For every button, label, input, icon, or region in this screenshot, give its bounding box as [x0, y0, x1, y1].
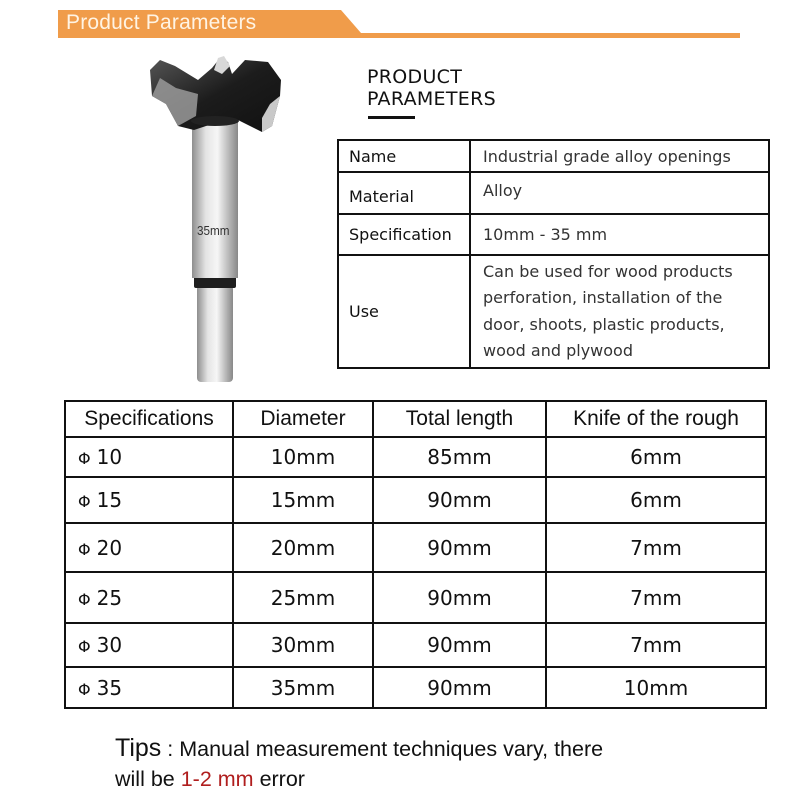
phi-symbol: Φ: [78, 449, 91, 468]
banner-title: Product Parameters: [66, 11, 257, 34]
tips-highlight: 1-2 mm: [180, 767, 254, 791]
section-banner: [0, 0, 800, 45]
phi-symbol: Φ: [78, 492, 91, 511]
parameters-table: [337, 139, 770, 369]
use-line: perforation, installation of the: [483, 288, 723, 307]
length-cell: 90mm: [373, 572, 546, 623]
tips-line-1: [115, 733, 603, 764]
spec-value: 25: [96, 585, 123, 610]
table-row: [65, 572, 766, 623]
spec-cell: [65, 523, 233, 572]
diameter-cell: 10mm: [233, 437, 373, 477]
parameters-row-material: [338, 172, 769, 214]
table-row: [65, 437, 766, 477]
phi-symbol: Φ: [78, 637, 91, 656]
lower-shank: [197, 285, 233, 382]
knife-cell: 10mm: [546, 667, 766, 708]
knife-cell: 6mm: [546, 477, 766, 523]
tips-note: [115, 733, 603, 794]
table-row: [65, 623, 766, 667]
header-total-length: Total length: [373, 401, 546, 437]
phi-symbol: Φ: [78, 679, 91, 699]
length-cell: 90mm: [373, 477, 546, 523]
table-row: [65, 477, 766, 523]
spec-cell: [65, 623, 233, 667]
parameters-row-specification: [338, 214, 769, 255]
specifications-table: [64, 400, 767, 709]
tips-separator: :: [161, 737, 180, 761]
phi-symbol: Φ: [78, 539, 91, 559]
length-cell: 85mm: [373, 437, 546, 477]
header-knife: Knife of the rough: [546, 401, 766, 437]
parameters-row-use: [338, 255, 769, 368]
diameter-cell: 30mm: [233, 623, 373, 667]
header-specifications: Specifications: [65, 401, 233, 437]
param-key: Specification: [338, 214, 470, 255]
spec-value: 15: [96, 488, 123, 512]
diameter-cell: 15mm: [233, 477, 373, 523]
use-line: door, shoots, plastic products,: [483, 314, 725, 334]
length-cell: 90mm: [373, 623, 546, 667]
diameter-cell: 25mm: [233, 572, 373, 623]
tips-text-1: Manual measurement techniques vary, there: [179, 737, 604, 761]
knife-cell: 7mm: [546, 523, 766, 572]
spec-cell: [65, 667, 233, 708]
param-value: [470, 255, 769, 368]
heading-underline: [368, 116, 415, 119]
diameter-cell: 35mm: [233, 667, 373, 708]
param-value: 10mm - 35 mm: [470, 214, 769, 255]
parameters-heading-line2: PARAMETERS: [367, 88, 496, 110]
knife-cell: 7mm: [546, 623, 766, 667]
drill-size-label: 35mm: [197, 223, 230, 238]
param-value: Industrial grade alloy openings: [470, 140, 769, 172]
param-key: Name: [338, 140, 470, 172]
phi-symbol: Φ: [78, 589, 91, 609]
param-key: Use: [338, 255, 470, 368]
upper-shank: [192, 122, 238, 278]
spec-value: 10: [96, 445, 123, 469]
parameters-row-name: [338, 140, 769, 172]
diameter-cell: 20mm: [233, 523, 373, 572]
tips-text-2-suffix: error: [253, 767, 305, 791]
spec-value: 30: [96, 633, 123, 657]
length-cell: 90mm: [373, 667, 546, 708]
table-row: [65, 667, 766, 708]
use-line: wood and plywood: [483, 341, 633, 360]
param-key: Material: [338, 172, 470, 214]
tips-label: Tips: [115, 734, 162, 762]
knife-cell: 7mm: [546, 572, 766, 623]
knife-cell: 6mm: [546, 437, 766, 477]
parameters-heading: [367, 66, 496, 119]
parameters-heading-line1: PRODUCT: [367, 66, 463, 88]
table-row: [65, 523, 766, 572]
spec-cell: [65, 437, 233, 477]
use-line: Can be used for wood products: [483, 261, 733, 281]
spec-cell: [65, 477, 233, 523]
param-value: Alloy: [470, 172, 769, 214]
spec-value: 20: [96, 535, 123, 560]
tips-line-2: [115, 764, 603, 794]
spec-header-row: [65, 401, 766, 437]
length-cell: 90mm: [373, 523, 546, 572]
header-diameter: Diameter: [233, 401, 373, 437]
spec-cell: [65, 572, 233, 623]
tips-text-2-prefix: will be: [115, 767, 181, 791]
drill-bit-image: [130, 50, 300, 390]
spec-value: 35: [96, 675, 123, 700]
